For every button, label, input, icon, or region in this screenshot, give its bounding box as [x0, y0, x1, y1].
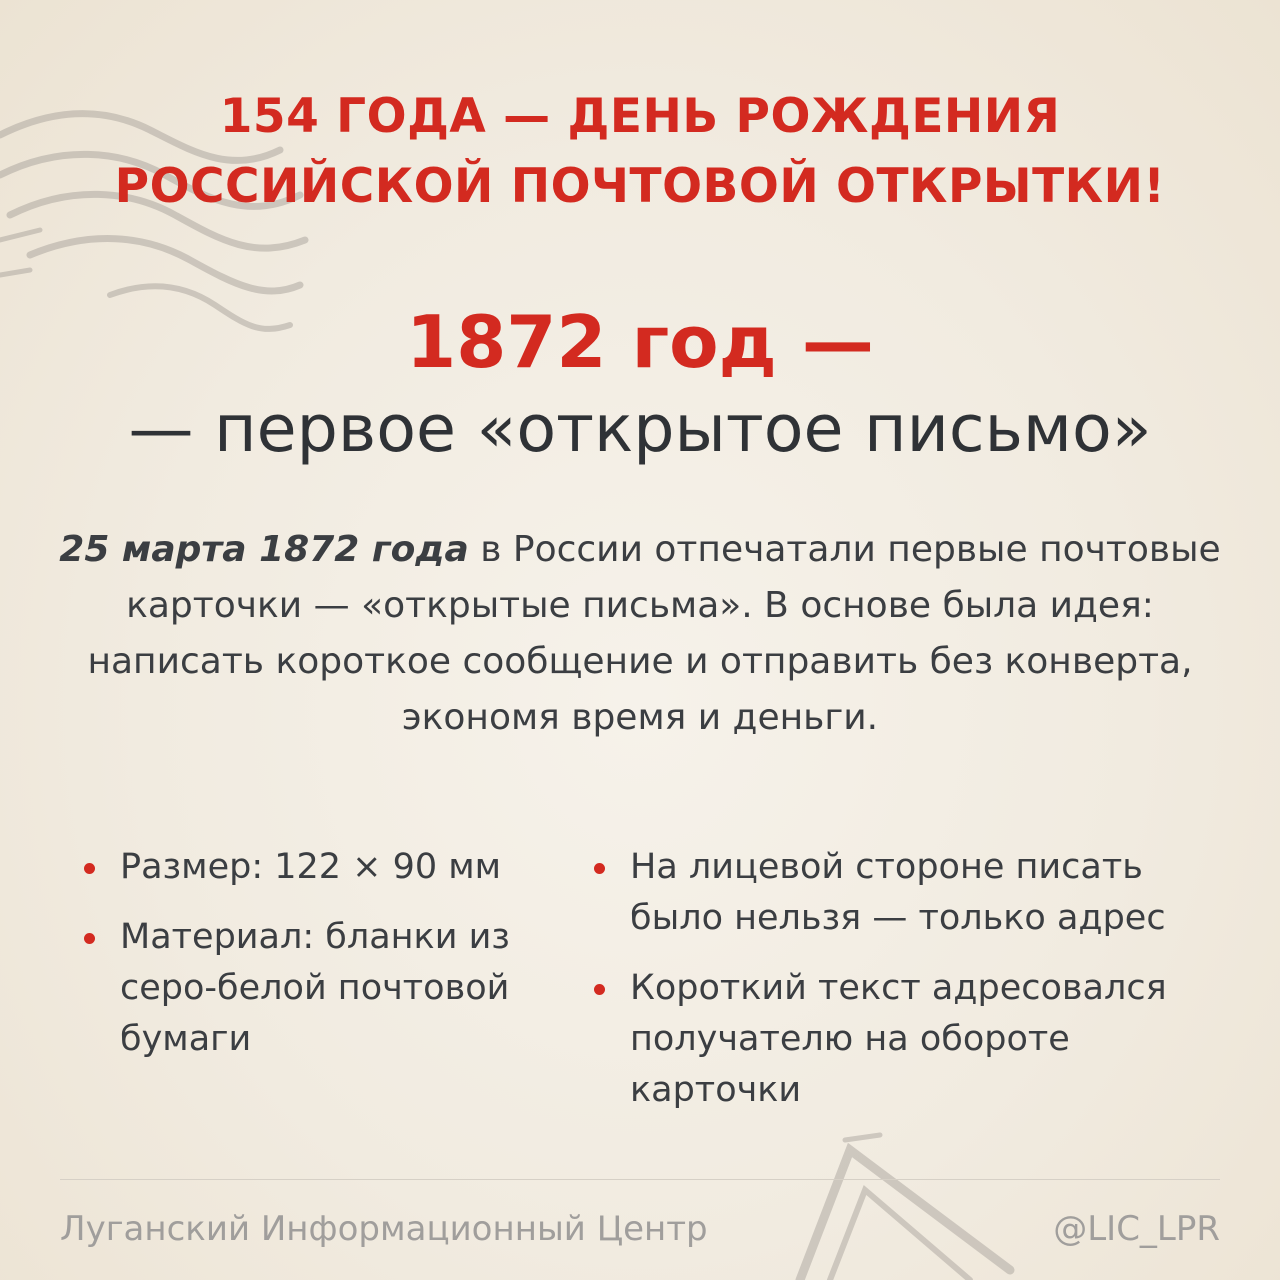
facts-list-right: [594, 842, 1244, 1135]
footer-handle: @LIC_LPR: [1053, 1209, 1220, 1249]
intro-date: 25 марта 1872 года: [59, 529, 469, 570]
footer-organization: Луганский Информационный Центр: [60, 1209, 708, 1249]
fact-item: [84, 912, 564, 1065]
fact-item: [84, 842, 564, 893]
headline-line-2: РОССИЙСКОЙ ПОЧТОВОЙ ОТКРЫТКИ!: [114, 159, 1166, 214]
facts-list-left: [84, 842, 564, 1084]
bullet-dot-icon: [84, 933, 95, 944]
headline-line-1: 154 ГОДА — ДЕНЬ РОЖДЕНИЯ: [219, 89, 1061, 144]
intro-text: в России отпечатали первые почтовые карточки — «открытые письма». В основе была идея: написать короткое сообщение и отправить без конверта, экономя время и деньги.: [87, 529, 1221, 738]
bullet-dot-icon: [84, 863, 95, 874]
fact-text: Материал: бланки из серо-белой почтовой бумаги: [120, 917, 510, 1059]
intro-paragraph: [40, 522, 1240, 746]
bullet-dot-icon: [594, 984, 605, 995]
footer-divider: [60, 1179, 1220, 1180]
year-title: 1872 год —: [406, 300, 874, 384]
fact-item: [594, 963, 1244, 1116]
fact-text: Размер: 122 × 90 мм: [120, 847, 502, 887]
subtitle: — первое «открытое письмо»: [128, 392, 1152, 467]
bullet-dot-icon: [594, 863, 605, 874]
headline: [0, 82, 1280, 222]
fact-item: [594, 842, 1244, 944]
stamp-frame-icon: [770, 1120, 1030, 1280]
fact-text: Короткий текст адресовался получателю на обороте карточки: [630, 968, 1167, 1110]
fact-text: На лицевой стороне писать было нельзя — только адрес: [630, 847, 1166, 938]
